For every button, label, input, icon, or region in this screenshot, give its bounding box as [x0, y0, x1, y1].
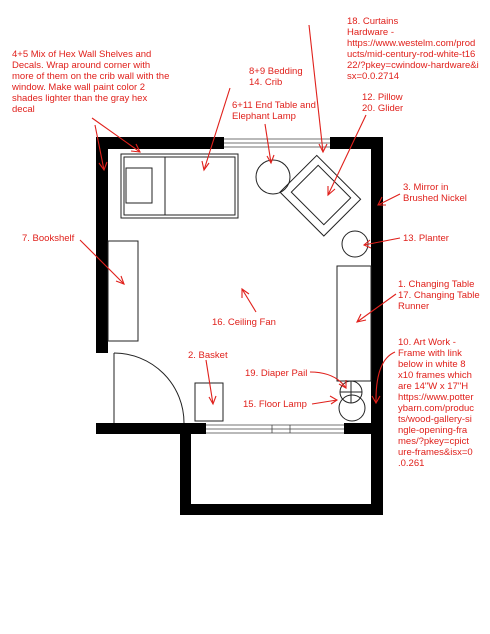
basket [195, 383, 223, 421]
changing-table [337, 266, 371, 381]
closet-wall-left [180, 423, 191, 515]
label-planter: 13. Planter [403, 233, 449, 244]
closet-wall-right [371, 423, 383, 515]
label-bookshelf: 7. Bookshelf [22, 233, 75, 244]
wall-top-left [96, 137, 224, 149]
label-ceiling-fan: 16. Ceiling Fan [212, 317, 276, 328]
end-table [256, 160, 290, 194]
label-pillow: 12. Pillow 20. Glider [362, 92, 404, 114]
wall-left [96, 137, 108, 353]
label-bedding: 8+9 Bedding 14. Crib [249, 66, 303, 88]
closet-wall-bottom [180, 504, 383, 515]
glider [280, 155, 361, 236]
wall-right [371, 137, 383, 434]
planter [342, 231, 368, 257]
label-hex-shelves: 4+5 Mix of Hex Wall Shelves and Decals. Wrap around corner with more of them on the crib wall with the window. Make wall paint color 2 shades lighter than the gray hex decal [12, 49, 170, 115]
closet-stub-left [180, 423, 206, 434]
label-art-work: 10. Art Work - Frame with link below in white 8 x10 frames which are 14"W x 17"H https://www.potter ybarn.com/produc ts/wood-gallery-si ngle-opening-fra mes/?pkey=cpict ure-frames&isx=0 .0.261 [398, 337, 475, 469]
closet-stub-right [344, 423, 383, 434]
crib [121, 154, 238, 218]
label-end-table: 6+11 End Table and Elephant Lamp [232, 100, 316, 122]
wall-bottom-left [96, 423, 180, 434]
floor-lamp [339, 395, 365, 421]
bookshelf [108, 241, 138, 341]
label-changing-table: 1. Changing Table 17. Changing Table Runner [398, 279, 480, 312]
label-diaper-pail: 19. Diaper Pail [245, 368, 308, 379]
closet-opening [206, 425, 344, 433]
window [224, 139, 330, 147]
door [114, 353, 184, 423]
label-floor-lamp: 15. Floor Lamp [243, 399, 307, 410]
label-curtains: 18. Curtains Hardware - https://www.westelm.com/prod ucts/mid-century-rod-white-t16 22/?pkey=cwindow-hardware&i sx=0.0.2714 [347, 16, 479, 82]
label-mirror: 3. Mirror in Brushed Nickel [403, 182, 467, 204]
label-basket: 2. Basket [188, 350, 228, 361]
